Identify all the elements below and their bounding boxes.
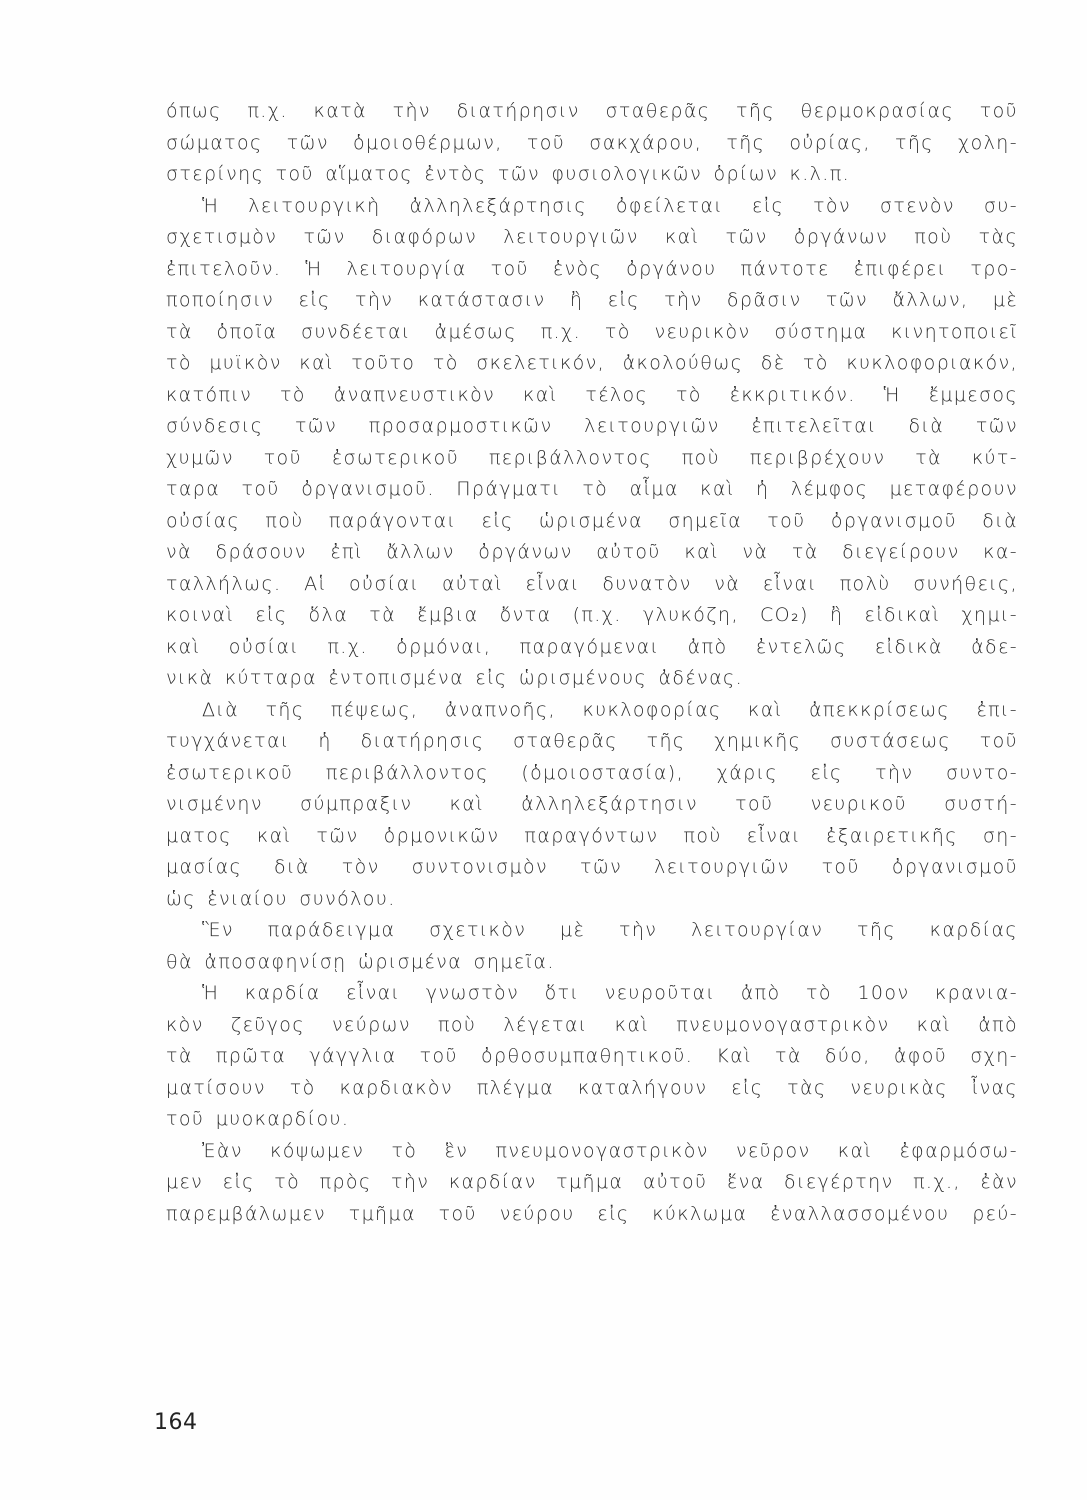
body-text: [166, 96, 1018, 1230]
text-line: κατόπιν τὸ ἀναπνευστικὸν καὶ τέλος τὸ ἐκκριτικόν. Ἡ ἔμμεσος: [166, 383, 1018, 406]
text-line: Διὰ τῆς πέψεως, ἀναπνοῆς, κυκλοφορίας καὶ ἀπεκκρίσεως ἐπι-: [202, 698, 1018, 721]
text-line: κὸν ζεῦγος νεύρων ποὺ λέγεται καὶ πνευμονογαστρικὸν καὶ ἀπὸ: [166, 1013, 1018, 1036]
text-line: στερίνης τοῦ αἵματος ἐντὸς τῶν φυσιολογικῶν ὁρίων κ.λ.π.: [166, 163, 851, 185]
text-line: νὰ δράσουν ἐπὶ ἄλλων ὀργάνων αὐτοῦ καὶ νὰ τὰ διεγείρουν κα-: [166, 541, 1018, 563]
text-line: ταρα τοῦ ὀργανισμοῦ. Πράγματι τὸ αἷμα καὶ ἡ λέμφος μεταφέρουν: [166, 478, 1018, 500]
text-line: μεν εἰς τὸ πρὸς τὴν καρδίαν τμῆμα αὐτοῦ ἕνα διεγέρτην π.χ., ἐὰν: [166, 1171, 1018, 1193]
text-line: τὸ μυϊκὸν καὶ τοῦτο τὸ σκελετικόν, ἀκολούθως δὲ τὸ κυκλοφοριακόν,: [166, 352, 1018, 374]
text-line: παρεμβάλωμεν τμῆμα τοῦ νεύρου εἰς κύκλωμα ἐναλλασσομένου ρεύ-: [166, 1202, 1018, 1225]
text-line: τὰ πρῶτα γάγγλια τοῦ ὀρθοσυμπαθητικοῦ. Καὶ τὰ δύο, ἀφοῦ σχη-: [166, 1045, 1018, 1067]
text-line: Ἡ λειτουργικὴ ἀλληλεξάρτησις ὀφείλεται εἰς τὸν στενὸν συ-: [202, 194, 1018, 217]
text-line: τὰ ὁποῖα συνδέεται ἀμέσως π.χ. τὸ νευρικὸν σύστημα κινητοποιεῖ: [166, 320, 1018, 343]
text-line: Ἓν παράδειγμα σχετικὸν μὲ τὴν λειτουργίαν τῆς καρδίας: [202, 919, 1018, 941]
text-line: τοῦ μυοκαρδίου.: [166, 1108, 350, 1130]
text-line: Ἡ καρδία εἶναι γνωστὸν ὅτι νευροῦται ἀπὸ τὸ 10ον κρανια-: [202, 982, 1018, 1004]
text-line: ματος καὶ τῶν ὁρμονικῶν παραγόντων ποὺ εἶναι ἐξαιρετικῆς ση-: [166, 824, 1018, 847]
page-number: 164: [154, 1410, 198, 1435]
text-line: οὐσίας ποὺ παράγονται εἰς ὡρισμένα σημεῖα τοῦ ὀργανισμοῦ διὰ: [166, 509, 1018, 532]
text-line: Ἐὰν κόψωμεν τὸ ἓν πνευμονογαστρικὸν νεῦρον καὶ ἐφαρμόσω-: [202, 1139, 1018, 1162]
text-line: ὡς ἑνιαίου συνόλου.: [166, 887, 396, 910]
text-line: σώματος τῶν ὁμοιοθέρμων, τοῦ σακχάρου, τῆς οὐρίας, τῆς χολη-: [166, 131, 1018, 154]
text-line: κοιναὶ εἰς ὅλα τὰ ἔμβια ὄντα (π.χ. γλυκόζη, CO₂) ἢ εἰδικαὶ χημι-: [166, 604, 1018, 626]
text-line: ματίσουν τὸ καρδιακὸν πλέγμα καταλήγουν εἰς τὰς νευρικὰς ἶνας: [166, 1076, 1018, 1099]
text-line: ποποίησιν εἰς τὴν κατάστασιν ἢ εἰς τὴν δρᾶσιν τῶν ἄλλων, μὲ: [166, 289, 1018, 311]
text-line: ταλλήλως. Αἱ οὐσίαι αὐταὶ εἶναι δυνατὸν νὰ εἶναι πολὺ συνήθεις,: [166, 572, 1018, 595]
text-line: σύνδεσις τῶν προσαρμοστικῶν λειτουργιῶν ἐπιτελεῖται διὰ τῶν: [166, 415, 1018, 437]
text-line: ἐσωτερικοῦ περιβάλλοντος (ὁμοιοστασία), χάρις εἰς τὴν συντο-: [166, 761, 1018, 784]
text-line: ἐπιτελοῦν. Ἡ λειτουργία τοῦ ἑνὸς ὀργάνου πάντοτε ἐπιφέρει τρο-: [166, 257, 1018, 280]
text-line: θὰ ἀποσαφηνίσῃ ὡρισμένα σημεῖα.: [166, 950, 555, 973]
text-line: μασίας διὰ τὸν συντονισμὸν τῶν λειτουργιῶν τοῦ ὀργανισμοῦ: [166, 856, 1018, 878]
text-line: σχετισμὸν τῶν διαφόρων λειτουργιῶν καὶ τῶν ὀργάνων ποὺ τὰς: [166, 226, 1018, 248]
text-line: καὶ οὐσίαι π.χ. ὁρμόναι, παραγόμεναι ἀπὸ ἐντελῶς εἰδικὰ ἀδε-: [166, 635, 1018, 658]
text-line: νισμένην σύμπραξιν καὶ ἀλληλεξάρτησιν τοῦ νευρικοῦ συστή-: [166, 793, 1018, 815]
text-line: χυμῶν τοῦ ἐσωτερικοῦ περιβάλλοντος ποὺ περιβρέχουν τὰ κύτ-: [166, 446, 1018, 469]
text-line: νικὰ κύτταρα ἐντοπισμένα εἰς ὡρισμένους ἀδένας.: [166, 667, 744, 689]
text-line: τυγχάνεται ἡ διατήρησις σταθερᾶς τῆς χημικῆς συστάσεως τοῦ: [166, 730, 1018, 752]
text-line: όπως π.χ. κατὰ τὴν διατήρησιν σταθερᾶς τῆς θερμοκρασίας τοῦ: [166, 100, 1018, 122]
